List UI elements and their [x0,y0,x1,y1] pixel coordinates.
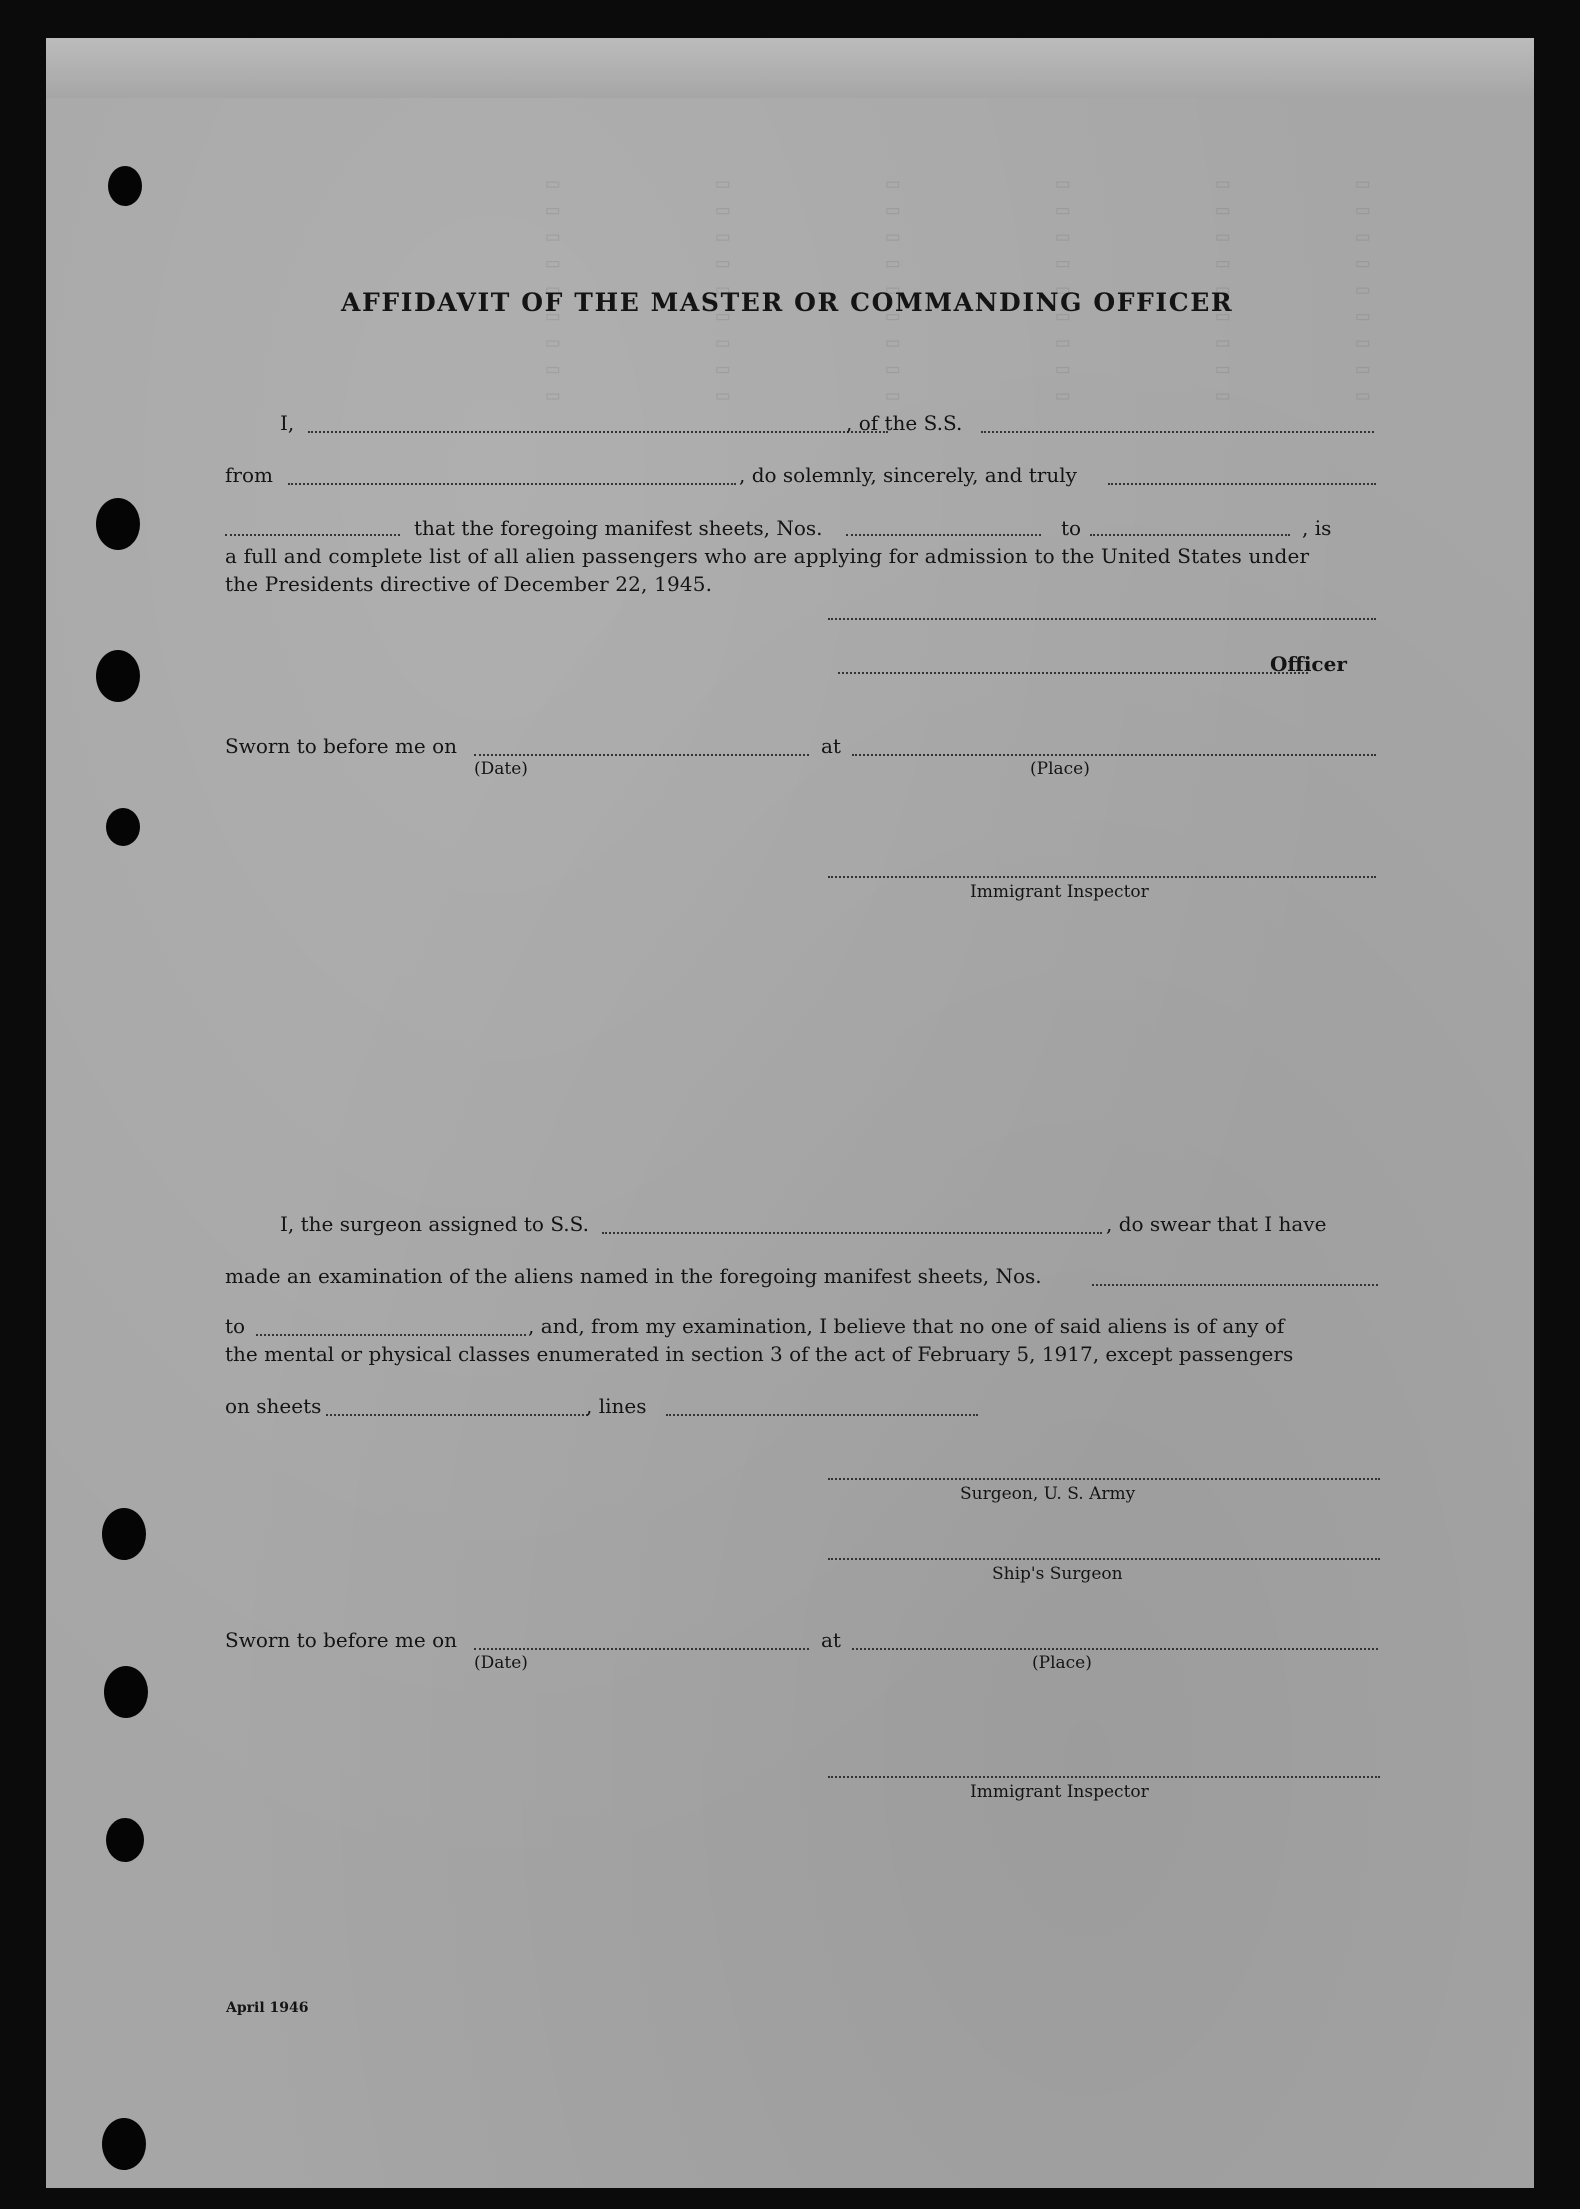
inspector-label: Immigrant Inspector [970,882,1149,902]
sworn-label: Sworn to before me on [225,734,458,758]
punch-hole [96,650,140,702]
master-ss-label: , of the S.S. [846,411,963,435]
surgeon-to-label: to [225,1314,246,1338]
surgeon-at-label: at [821,1628,841,1652]
ship-surgeon-label: Ship's Surgeon [992,1564,1123,1584]
place-caption: (Place) [1030,759,1090,779]
surgeon-statement-line: , do swear that I have [1106,1212,1327,1236]
date-caption: (Date) [474,759,528,779]
punch-hole [106,808,140,846]
surgeon-inspector-signature-field[interactable] [828,1776,1380,1778]
surgeon-statement-line: , and, from my examination, I believe that no one of said aliens is of any of [528,1314,1285,1338]
master-statement-line: the Presidents directive of December 22, 1945. [225,572,713,596]
surgeon-statement-line: the mental or physical classes enumerated in section 3 of the act of February 5, 1917, except passengers [225,1342,1294,1366]
surgeon-place-caption: (Place) [1032,1653,1092,1673]
bleed-through-shadow: ▯ ▯ ▯ ▯ ▯ ▯ ▯ ▯ ▯ [541,178,566,404]
punch-hole [106,1818,144,1862]
sworn-date-field[interactable] [474,754,809,756]
sworn-at-label: at [821,734,841,758]
bleed-through-shadow: ▯ ▯ ▯ ▯ ▯ ▯ ▯ ▯ ▯ [881,178,906,404]
manifest-to-field[interactable] [1090,534,1290,536]
punch-hole [108,166,142,206]
army-surgeon-signature-field[interactable] [828,1478,1380,1480]
form-edition-date: April 1946 [226,2000,309,2016]
surgeon-ship-field[interactable] [602,1232,1102,1234]
punch-hole [96,498,140,550]
master-to-label: to [1061,516,1082,540]
bleed-through-shadow: ▯ ▯ ▯ ▯ ▯ ▯ ▯ ▯ ▯ [1351,178,1376,404]
inspector-signature-field[interactable] [828,876,1376,878]
bleed-through-shadow: ▯ ▯ ▯ ▯ ▯ ▯ ▯ ▯ ▯ [1051,178,1076,404]
bleed-through-shadow: ▯ ▯ ▯ ▯ ▯ ▯ ▯ ▯ ▯ [711,178,736,404]
page-title: AFFIDAVIT OF THE MASTER OR COMMANDING OFFICER [341,288,1234,317]
manifest-from-field[interactable] [846,534,1041,536]
master-signature-field[interactable] [828,618,1376,620]
surgeon-sworn-label: Sworn to before me on [225,1628,458,1652]
master-i-label: I, [280,411,295,435]
oath-word-field[interactable] [1108,483,1376,485]
officer-signature-field[interactable] [838,672,1308,674]
surgeon-inspector-label: Immigrant Inspector [970,1782,1149,1802]
master-name-field[interactable] [308,431,888,433]
oath-verb-field[interactable] [225,534,400,536]
ship-name-field[interactable] [981,431,1374,433]
master-manifest-label: that the foregoing manifest sheets, Nos. [414,516,823,540]
master-from-label: from [225,463,273,487]
bleed-through-shadow: ▯ ▯ ▯ ▯ ▯ ▯ ▯ ▯ ▯ [1211,178,1236,404]
punch-hole [102,2118,146,2170]
surgeon-statement-line: I, the surgeon assigned to S.S. [280,1212,590,1236]
army-surgeon-label: Surgeon, U. S. Army [960,1484,1136,1504]
punch-hole [104,1666,148,1718]
surgeon-statement-line: made an examination of the aliens named in the foregoing manifest sheets, Nos. [225,1264,1042,1288]
master-statement-line: a full and complete list of all alien passengers who are applying for admission to the United States under [225,544,1310,568]
surgeon-sheets-field[interactable] [326,1414,588,1416]
master-is-label: , is [1302,516,1332,540]
document-sheet [46,38,1534,2188]
paper-top-edge [46,38,1534,98]
surgeon-lines-field[interactable] [666,1414,978,1416]
officer-label: Officer [1270,652,1347,676]
surgeon-lines-label: , lines [586,1394,647,1418]
ship-surgeon-signature-field[interactable] [828,1558,1380,1560]
master-swear-label: , do solemnly, sincerely, and truly [739,463,1077,487]
punch-hole [102,1508,146,1560]
surgeon-sworn-date-field[interactable] [474,1648,809,1650]
surgeon-date-caption: (Date) [474,1653,528,1673]
surgeon-manifest-from-field[interactable] [1092,1284,1378,1286]
surgeon-sheets-label: on sheets [225,1394,322,1418]
surgeon-sworn-place-field[interactable] [852,1648,1378,1650]
sworn-place-field[interactable] [852,754,1376,756]
departure-port-field[interactable] [288,483,736,485]
surgeon-manifest-to-field[interactable] [256,1334,526,1336]
